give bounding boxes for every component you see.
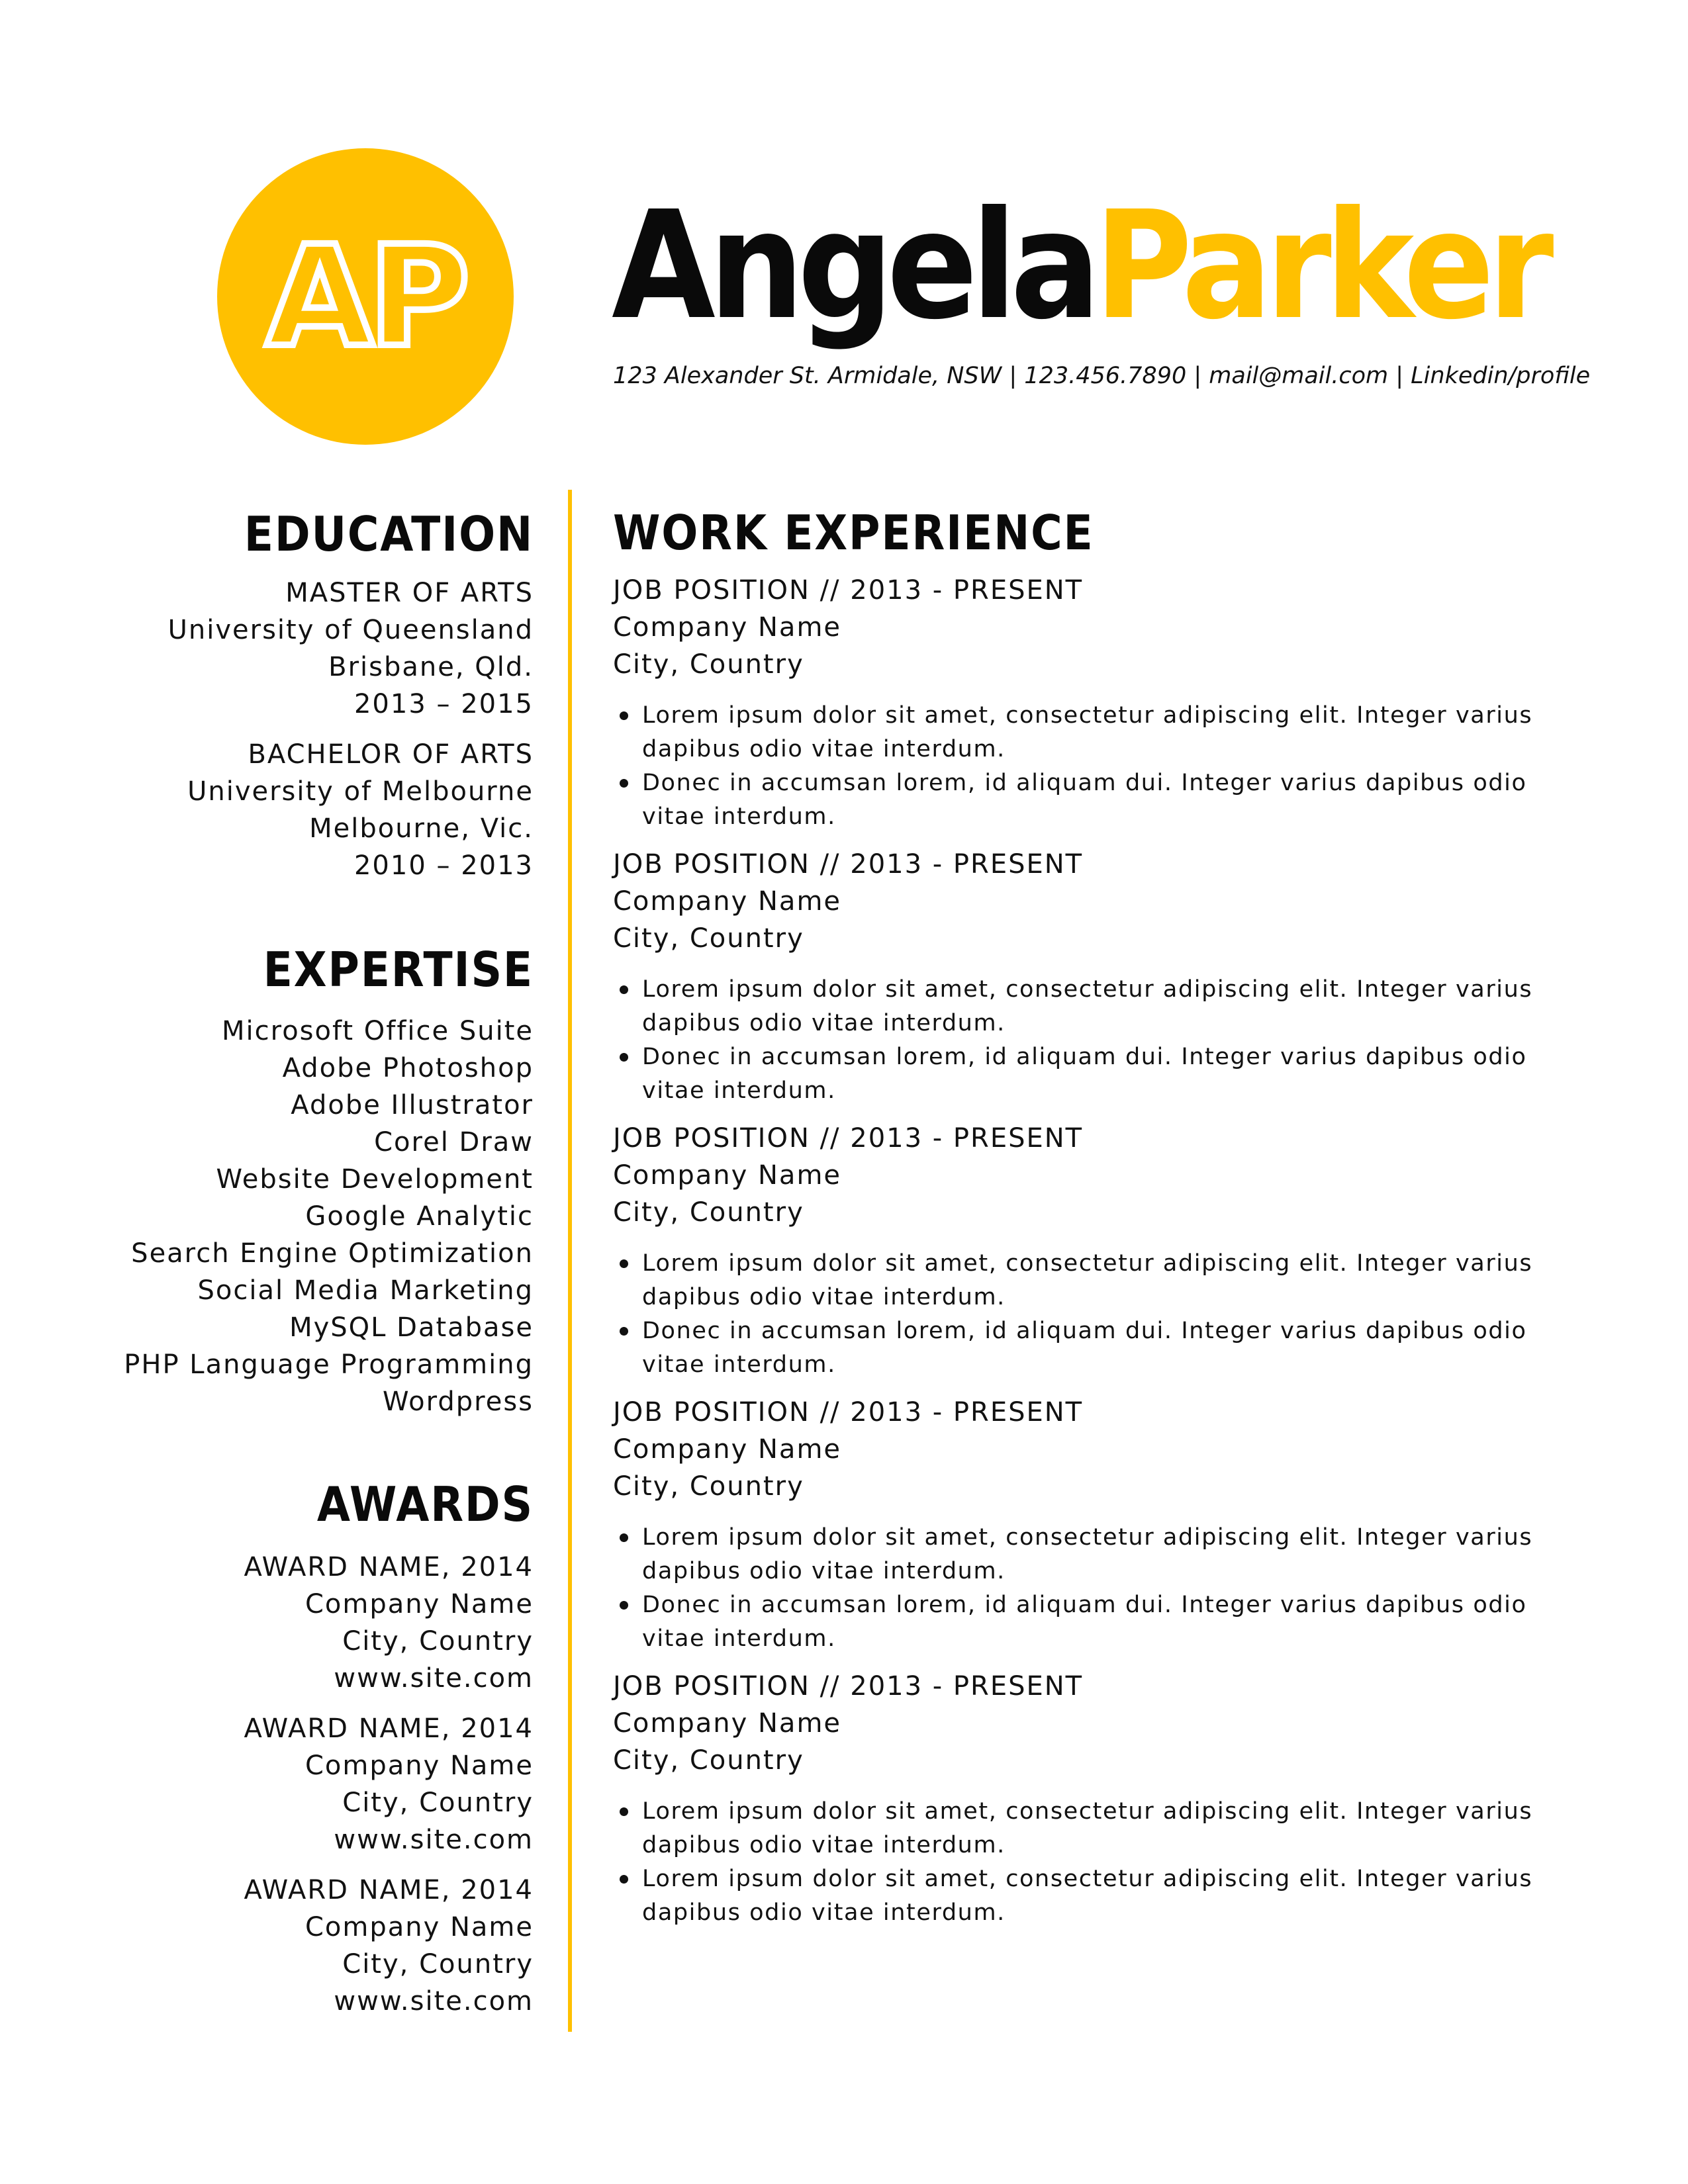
award-company: Company Name (305, 1751, 534, 1781)
job-bullets (613, 1795, 1566, 1930)
years: 2013 – 2015 (353, 689, 534, 719)
years: 2010 – 2013 (353, 850, 534, 881)
job-bullets (613, 1521, 1566, 1656)
job-company: Company Name (613, 1434, 842, 1465)
job-location: City, Country (613, 1745, 804, 1776)
job-entry (613, 1668, 1566, 1930)
last-name: Parker (1094, 179, 1548, 353)
work-experience-heading: WORK EXPERIENCE (613, 505, 1094, 561)
award-company: Company Name (305, 1589, 534, 1619)
candidate-name (612, 180, 1547, 352)
award-location: City, Country (342, 1949, 534, 1979)
monogram-text: AP (265, 215, 465, 378)
skill-item: Wordpress (382, 1387, 534, 1417)
monogram-logo (217, 148, 514, 445)
award-site: www.site.com (334, 1825, 534, 1855)
job-location: City, Country (613, 649, 804, 680)
job-entry (613, 1120, 1566, 1382)
skill-item: PHP Language Programming (124, 1349, 534, 1380)
job-bullet: Lorem ipsum dolor sit amet, consectetur adipiscing elit. Integer varius dapibus odio vitae interdum. (642, 1247, 1566, 1314)
skill-item: MySQL Database (289, 1312, 534, 1343)
degree: BACHELOR OF ARTS (248, 739, 534, 770)
job-location: City, Country (613, 1471, 804, 1502)
job-title: JOB POSITION // 2013 - PRESENT (613, 1671, 1084, 1702)
award-location: City, Country (342, 1788, 534, 1818)
expertise-list (106, 1013, 534, 1420)
award-entry (106, 1549, 534, 1697)
award-location: City, Country (342, 1626, 534, 1657)
job-company: Company Name (613, 886, 842, 917)
job-location: City, Country (613, 923, 804, 954)
job-company: Company Name (613, 1708, 842, 1739)
place: Melbourne, Vic. (309, 813, 534, 844)
skill-item: Google Analytic (305, 1201, 534, 1232)
award-entry (106, 1872, 534, 2020)
education-heading: EDUCATION (244, 506, 534, 562)
place: Brisbane, Qld. (328, 652, 534, 682)
first-name: Angela (612, 179, 1094, 353)
job-title: JOB POSITION // 2013 - PRESENT (613, 1397, 1084, 1428)
job-bullets (613, 973, 1566, 1108)
job-bullet: Donec in accumsan lorem, id aliquam dui. Integer varius dapibus odio vitae interdum. (642, 766, 1566, 834)
contact-line: 123 Alexander St. Armidale, NSW | 123.456.7890 | mail@mail.com | Linkedin/profile (613, 363, 1591, 389)
school: University of Melbourne (187, 776, 534, 807)
award-entry (106, 1710, 534, 1858)
job-title: JOB POSITION // 2013 - PRESENT (613, 1123, 1084, 1154)
skill-item: Search Engine Optimization (131, 1238, 534, 1269)
expertise-section (106, 940, 534, 1420)
job-bullet: Donec in accumsan lorem, id aliquam dui. Integer varius dapibus odio vitae interdum. (642, 1588, 1566, 1656)
job-title: JOB POSITION // 2013 - PRESENT (613, 849, 1084, 880)
job-bullet: Lorem ipsum dolor sit amet, consectetur adipiscing elit. Integer varius dapibus odio vitae interdum. (642, 1521, 1566, 1588)
job-location: City, Country (613, 1197, 804, 1228)
job-company: Company Name (613, 1160, 842, 1191)
column-divider (568, 490, 572, 2032)
expertise-heading: EXPERTISE (263, 942, 534, 997)
job-entry (613, 846, 1566, 1108)
award-name: AWARD NAME, 2014 (244, 1713, 534, 1744)
award-company: Company Name (305, 1912, 534, 1942)
skill-item: Microsoft Office Suite (222, 1016, 534, 1046)
skill-item: Adobe Photoshop (282, 1053, 534, 1083)
work-experience-section (613, 503, 1566, 1942)
award-site: www.site.com (334, 1663, 534, 1694)
job-bullet: Lorem ipsum dolor sit amet, consectetur adipiscing elit. Integer varius dapibus odio vitae interdum. (642, 699, 1566, 766)
skill-item: Website Development (216, 1164, 534, 1195)
education-section (106, 504, 534, 884)
job-entry (613, 572, 1566, 834)
job-bullet: Lorem ipsum dolor sit amet, consectetur adipiscing elit. Integer varius dapibus odio vitae interdum. (642, 1795, 1566, 1862)
school: University of Queensland (167, 615, 534, 645)
awards-heading: AWARDS (316, 1477, 534, 1532)
job-bullet: Donec in accumsan lorem, id aliquam dui. Integer varius dapibus odio vitae interdum. (642, 1314, 1566, 1382)
education-entry (106, 574, 534, 723)
education-entry (106, 736, 534, 884)
degree: MASTER OF ARTS (285, 578, 534, 608)
award-name: AWARD NAME, 2014 (244, 1552, 534, 1582)
award-site: www.site.com (334, 1986, 534, 2017)
job-bullet: Lorem ipsum dolor sit amet, consectetur adipiscing elit. Integer varius dapibus odio vitae interdum. (642, 1862, 1566, 1930)
skill-item: Adobe Illustrator (291, 1090, 534, 1120)
skill-item: Corel Draw (374, 1127, 534, 1158)
job-bullets (613, 699, 1566, 834)
job-bullets (613, 1247, 1566, 1382)
job-bullet: Donec in accumsan lorem, id aliquam dui. Integer varius dapibus odio vitae interdum. (642, 1040, 1566, 1108)
awards-section (106, 1475, 534, 2020)
skill-item: Social Media Marketing (197, 1275, 534, 1306)
job-entry (613, 1394, 1566, 1656)
job-company: Company Name (613, 612, 842, 643)
job-title: JOB POSITION // 2013 - PRESENT (613, 575, 1084, 606)
job-bullet: Lorem ipsum dolor sit amet, consectetur adipiscing elit. Integer varius dapibus odio vitae interdum. (642, 973, 1566, 1040)
award-name: AWARD NAME, 2014 (244, 1875, 534, 1905)
